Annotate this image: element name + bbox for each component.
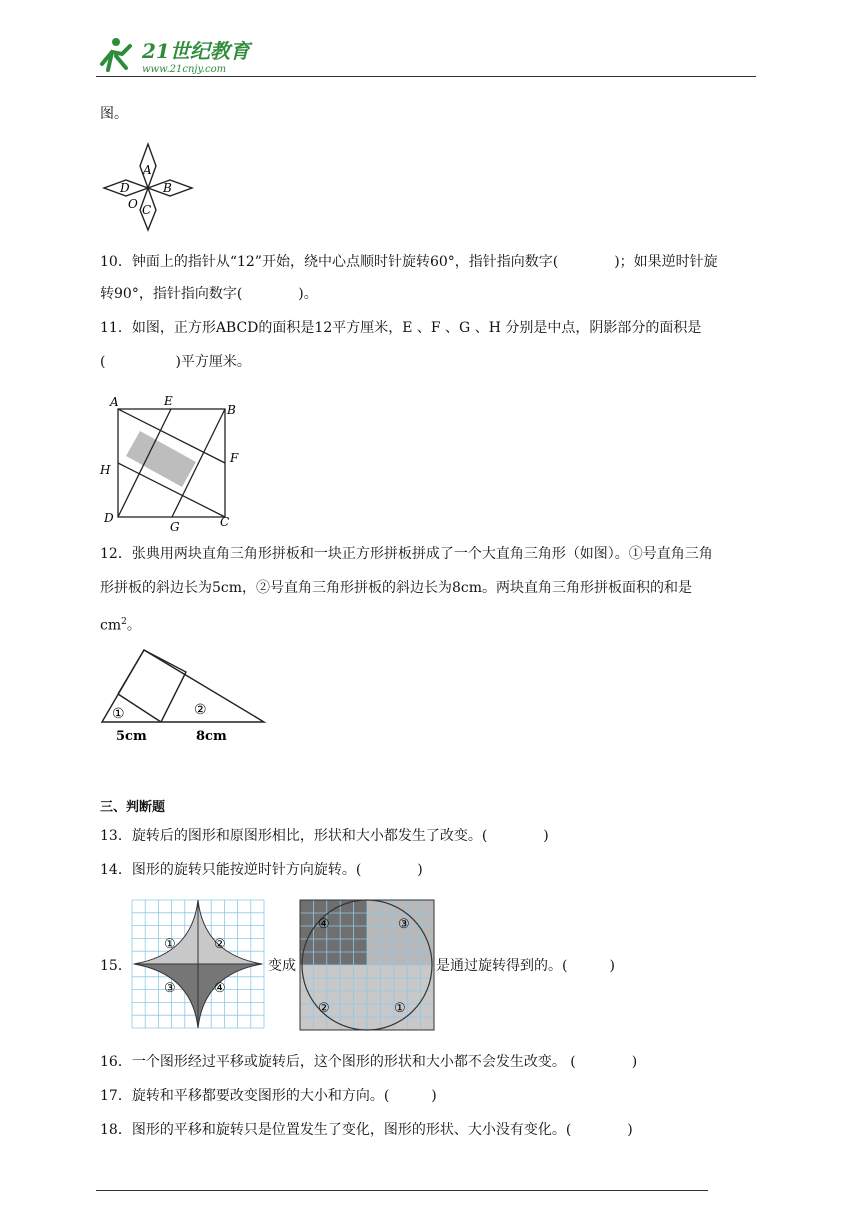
logo-title: 21世纪教育 (142, 39, 250, 63)
q12-line1: 12．张典用两块直角三角形拼板和一块正方形拼板拼成了一个大直角三角形（如图）。①号直角三角 (100, 546, 713, 562)
q15-number: 15． (100, 958, 132, 974)
q15-middle: 变成 (268, 958, 296, 974)
footer-rule (96, 1190, 708, 1191)
q12-fig-label-1: ① (112, 706, 125, 722)
q12-line2: 形拼板的斜边长为5cm，②号直角三角形拼板的斜边长为8cm。两块直角三角形拼板面积的和是 (100, 580, 693, 596)
q12-line3: $cm^2$。 (100, 617, 141, 634)
q12-fig-len-1: 5cm (116, 729, 147, 744)
q15-right-label-3: ③ (398, 917, 410, 932)
q11-label-d: D (104, 511, 114, 525)
q11-square-figure (96, 388, 246, 534)
q15-end: 是通过旋转得到的。( ) (436, 958, 615, 974)
q15-right-label-1: ① (394, 1001, 406, 1016)
q13-text: 13．旋转后的图形和原图形相比，形状和大小都发生了改变。( ) (100, 828, 549, 844)
q10-line1: 10．钟面上的指针从“12”开始，绕中心点顺时针旋转60°，指针指向数字( )；如果逆时针旋 (100, 254, 718, 270)
q9-label-b: B (163, 181, 172, 195)
q11-label-c: C (220, 515, 230, 529)
runner-icon (102, 38, 130, 70)
q11-line1: 11．如图，正方形ABCD的面积是12平方厘米，E 、F 、G 、H 分别是中点，阴影部分的面积是 (100, 320, 702, 336)
q10-line2: 转90°，指针指向数字( )。 (100, 286, 318, 302)
q9-label-c: C (142, 203, 152, 217)
q14-text: 14．图形的旋转只能按逆时针方向旋转。( ) (100, 862, 423, 878)
q11-label-g: G (170, 520, 180, 534)
q9-label-o: O (128, 197, 138, 211)
logo-url: www.21cnjy.com (142, 64, 227, 75)
q15-left-figure (130, 898, 266, 1030)
q9-label-a: A (143, 163, 152, 177)
q11-label-f: F (230, 451, 239, 465)
q12-fig-label-2: ② (194, 702, 207, 718)
q9-figure (100, 140, 196, 232)
q11-line2: ( )平方厘米。 (100, 354, 251, 370)
q11-label-b: B (227, 403, 236, 417)
q12-fig-len-2: 8cm (196, 729, 227, 744)
q16-text: 16．一个图形经过平移或旋转后，这个图形的形状和大小都不会发生改变。 ( ) (100, 1054, 638, 1070)
q11-label-a: A (110, 395, 119, 409)
q9-label-d: D (120, 181, 130, 195)
section-judgement-title: 三、判断题 (100, 800, 166, 815)
q15-right-figure (298, 898, 436, 1032)
header-rule (96, 76, 756, 77)
q15-right-label-2: ② (318, 1001, 330, 1016)
q12-triangle-figure (96, 644, 270, 746)
q15-left-label-3: ③ (164, 981, 176, 996)
site-logo (96, 34, 266, 78)
q15-left-label-1: ① (164, 937, 176, 952)
q17-text: 17．旋转和平移都要改变图形的大小和方向。( ) (100, 1088, 437, 1104)
q15-left-label-4: ④ (214, 981, 226, 996)
q15-left-label-2: ② (214, 937, 226, 952)
q11-label-e: E (164, 394, 173, 408)
q11-label-h: H (100, 463, 111, 477)
q18-text: 18．图形的平移和旋转只是位置发生了变化，图形的形状、大小没有变化。( ) (100, 1122, 633, 1138)
q15-right-label-4: ④ (318, 917, 330, 932)
q9-tail: 图。 (100, 106, 128, 122)
